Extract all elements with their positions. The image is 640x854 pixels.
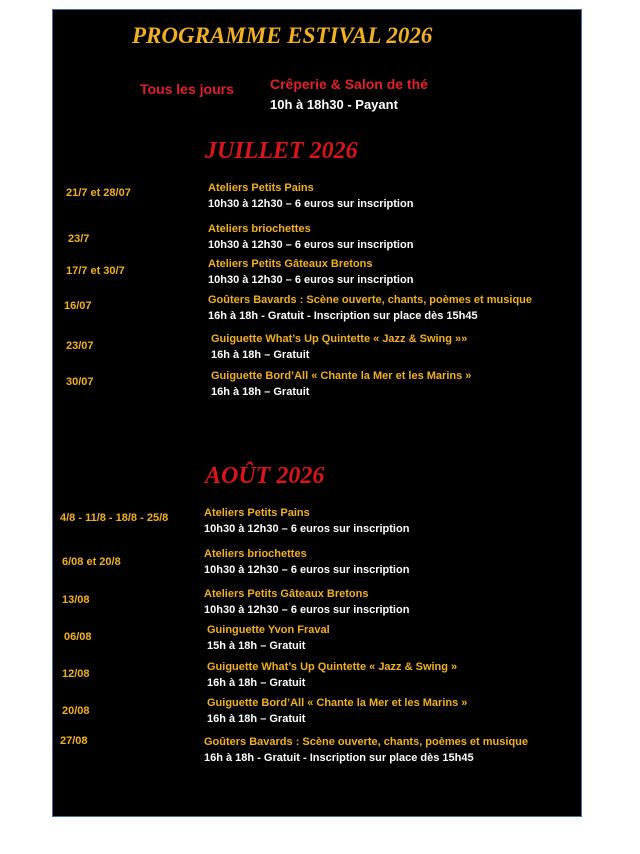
event-detail: 16h à 18h - Gratuit - Inscription sur place dès 15h45 bbox=[208, 310, 478, 322]
event-date: 30/07 bbox=[66, 376, 94, 388]
daily-label: Tous les jours bbox=[140, 81, 234, 97]
event-date: 12/08 bbox=[62, 668, 90, 680]
event-date: 6/08 et 20/8 bbox=[62, 556, 121, 568]
event-detail: 10h30 à 12h30 – 6 euros sur inscription bbox=[204, 604, 410, 616]
event-date: 16/07 bbox=[64, 300, 92, 312]
event-date: 27/08 bbox=[60, 735, 88, 747]
event-date: 23/7 bbox=[68, 233, 90, 245]
event-title: Ateliers Petits Gâteaux Bretons bbox=[208, 258, 373, 270]
event-detail: 10h30 à 12h30 – 6 euros sur inscription bbox=[204, 564, 410, 576]
event-detail: 16h à 18h – Gratuit bbox=[211, 349, 310, 361]
daily-title: Crêperie & Salon de thé bbox=[270, 76, 428, 92]
event-title: Guiguette What’s Up Quintette « Jazz & Swing » bbox=[207, 661, 458, 673]
event-date: 21/7 et 28/07 bbox=[66, 187, 131, 199]
event-detail: 10h30 à 12h30 – 6 euros sur inscription bbox=[204, 523, 410, 535]
event-date: 06/08 bbox=[64, 631, 92, 643]
event-detail: 15h à 18h – Gratuit bbox=[207, 640, 306, 652]
event-title: Guiguette Bord’All « Chante la Mer et les Marins » bbox=[207, 697, 468, 709]
event-title: Goûters Bavards : Scène ouverte, chants, poèmes et musique bbox=[204, 736, 528, 748]
event-detail: 16h à 18h – Gratuit bbox=[207, 677, 306, 689]
event-title: Ateliers Petits Pains bbox=[204, 507, 310, 519]
event-title: Guiguette Bord’All « Chante la Mer et les Marins » bbox=[211, 370, 472, 382]
event-title: Ateliers Petits Pains bbox=[208, 182, 314, 194]
august-heading: AOÛT 2026 bbox=[205, 463, 325, 489]
event-title: Guinguette Yvon Fraval bbox=[207, 624, 330, 636]
event-date: 4/8 - 11/8 - 18/8 - 25/8 bbox=[60, 512, 169, 524]
event-detail: 16h à 18h – Gratuit bbox=[207, 713, 306, 725]
july-heading: JUILLET 2026 bbox=[205, 138, 358, 164]
event-date: 20/08 bbox=[62, 705, 90, 717]
event-detail: 10h30 à 12h30 – 6 euros sur inscription bbox=[208, 239, 414, 251]
event-title: Goûters Bavards : Scène ouverte, chants, poèmes et musique bbox=[208, 294, 532, 306]
poster bbox=[52, 9, 582, 817]
daily-detail: 10h à 18h30 - Payant bbox=[270, 97, 398, 112]
event-date: 23/07 bbox=[66, 340, 94, 352]
event-detail: 16h à 18h - Gratuit - Inscription sur place dès 15h45 bbox=[204, 752, 474, 764]
event-detail: 10h30 à 12h30 – 6 euros sur inscription bbox=[208, 274, 414, 286]
event-date: 17/7 et 30/7 bbox=[66, 265, 125, 277]
event-detail: 16h à 18h – Gratuit bbox=[211, 386, 310, 398]
event-title: Ateliers briochettes bbox=[204, 548, 307, 560]
event-title: Guiguette What’s Up Quintette « Jazz & Swing »» bbox=[211, 333, 468, 345]
page-title: PROGRAMME ESTIVAL 2026 bbox=[132, 23, 433, 48]
event-title: Ateliers briochettes bbox=[208, 223, 311, 235]
event-title: Ateliers Petits Gâteaux Bretons bbox=[204, 588, 369, 600]
event-detail: 10h30 à 12h30 – 6 euros sur inscription bbox=[208, 198, 414, 210]
event-date: 13/08 bbox=[62, 594, 90, 606]
